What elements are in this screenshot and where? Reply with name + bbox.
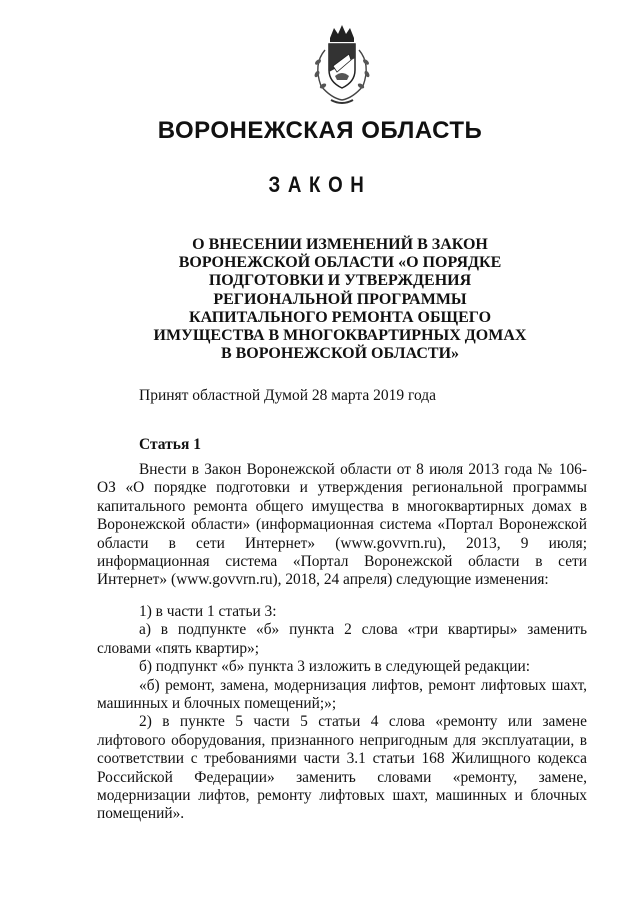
law-title-line: КАПИТАЛЬНОГО РЕМОНТА ОБЩЕГО (188, 308, 492, 326)
article-item: а) в подпункте «б» пункта 2 слова «три квартиры» заменить словами «пять квартир»; (97, 621, 587, 657)
article-item: б) подпункт «б» пункта 3 изложить в следующей редакции: (139, 658, 531, 676)
coat-of-arms-icon (303, 20, 381, 110)
law-title-line: ИМУЩЕСТВА В МНОГОКВАРТИРНЫХ ДОМАХ (153, 327, 527, 345)
law-title-line: О ВНЕСЕНИИ ИЗМЕНЕНИЙ В ЗАКОН (192, 236, 488, 253)
adoption-date: Принят областной Думой 28 марта 2019 года (139, 387, 437, 404)
law-title (150, 236, 530, 363)
law-title-line: ПОДГОТОВКИ И УТВЕРЖДЕНИЯ (208, 272, 472, 290)
article-item: «б) ремонт, замена, модернизация лифтов, ремонт лифтовых шахт, машинных и блочных помещений;»; (97, 676, 587, 713)
article-item: 1) в части 1 статьи 3: (139, 603, 277, 620)
article-heading: Статья 1 (139, 436, 201, 453)
article-items (97, 603, 587, 824)
article-intro-text: Внести в Закон Воронежской области от 8 июля 2013 года № 106-ОЗ «О порядке подготовки и утверждения региональной программы капитального ремонта общего имущества в многоквартирных домах в Воронежской области» (информационная система «Портал Воронежской области в сети Интернет» (www.govvrn.ru), 2013, 9 июля; информационная система «Портал Воронежской области в сети Интернет» (www.govvrn.ru), 2018, 24 апреля) следующие изменения: (97, 461, 587, 589)
law-title-line: ВОРОНЕЖСКОЙ ОБЛАСТИ «О ПОРЯДКЕ (178, 254, 502, 272)
law-title-line: РЕГИОНАЛЬНОЙ ПРОГРАММЫ (213, 290, 467, 308)
region-name: ВОРОНЕЖСКАЯ ОБЛАСТЬ (157, 117, 483, 144)
law-title-line: В ВОРОНЕЖСКОЙ ОБЛАСТИ» (220, 345, 460, 363)
article-intro (97, 461, 587, 590)
document-type: ЗАКОН (268, 172, 372, 197)
article-item: 2) в пункте 5 части 5 статьи 4 слова «ремонту или замене лифтового оборудования, признанного непригодным для эксплуатации, в соответствии с требованиями части 3.1 статьи 168 Жилищного кодекса Российской Федерации» заменить словами «ремонту, замене, модернизации лифтов, ремонту лифтовых шахт, машинных и блочных помещений». (97, 713, 587, 823)
